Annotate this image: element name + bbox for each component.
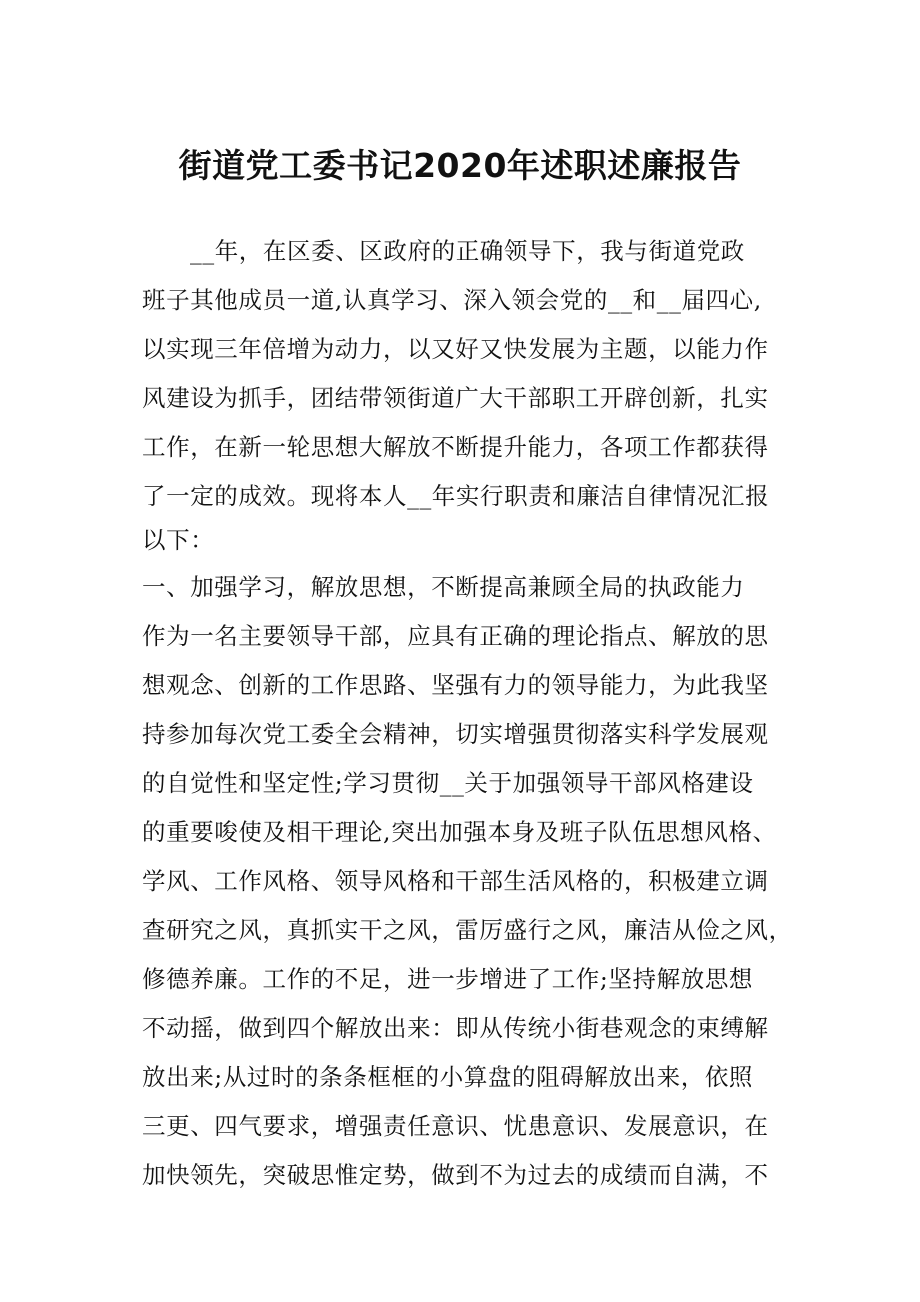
body-line: 放出来;从过时的条条框框的小算盘的阻碍解放出来，依照	[142, 1063, 754, 1091]
body-line: 以下：	[142, 526, 215, 554]
body-line: 三更、四气要求，增强责任意识、忧患意识、发展意识，在	[142, 1112, 769, 1140]
body-line: 查研究之风，真抓实干之风，雷厉盛行之风，廉洁从俭之风，	[142, 916, 793, 944]
body-line: 想观念、创新的工作思路、坚强有力的领导能力，为此我坚	[142, 671, 769, 699]
body-line: __年，在区委、区政府的正确领导下，我与街道党政	[190, 237, 745, 265]
body-line: 班子其他成员一道,认真学习、深入领会党的__和__届四心,	[142, 286, 762, 314]
body-line: 学风、工作风格、领导风格和干部生活风格的，积极建立调	[142, 867, 769, 895]
body-line: 不动摇，做到四个解放出来：即从传统小街巷观念的束缚解	[142, 1014, 769, 1042]
body-line: 以实现三年倍增为动力，以又好又快发展为主题，以能力作	[142, 335, 769, 363]
body-line: 加快领先，突破思惟定势，做到不为过去的成绩而自满，不	[142, 1161, 769, 1189]
body-line: 修德养廉。工作的不足，进一步增进了工作;坚持解放思想	[142, 965, 754, 993]
body-line: 持参加每次党工委全会精神，切实增强贯彻落实科学发展观	[142, 720, 769, 748]
body-line: 工作，在新一轮思想大解放不断提升能力，各项工作都获得	[142, 433, 769, 461]
body-line: 风建设为抓手，团结带领街道广大干部职工开辟创新，扎实	[142, 384, 769, 412]
body-line: 的重要唆使及相干理论,突出加强本身及班子队伍思想风格、	[142, 818, 777, 846]
body-line: 了一定的成效。现将本人__年实行职责和廉洁自律情况汇报	[142, 482, 770, 510]
document-title: 街道党工委书记2020年述职述廉报告	[178, 146, 742, 185]
body-line: 的自觉性和坚定性;学习贯彻__关于加强领导干部风格建设	[142, 769, 754, 797]
body-line: 作为一名主要领导干部，应具有正确的理论指点、解放的思	[142, 622, 769, 650]
section-heading: 一、加强学习，解放思想，不断提高兼顾全局的执政能力	[142, 573, 745, 601]
